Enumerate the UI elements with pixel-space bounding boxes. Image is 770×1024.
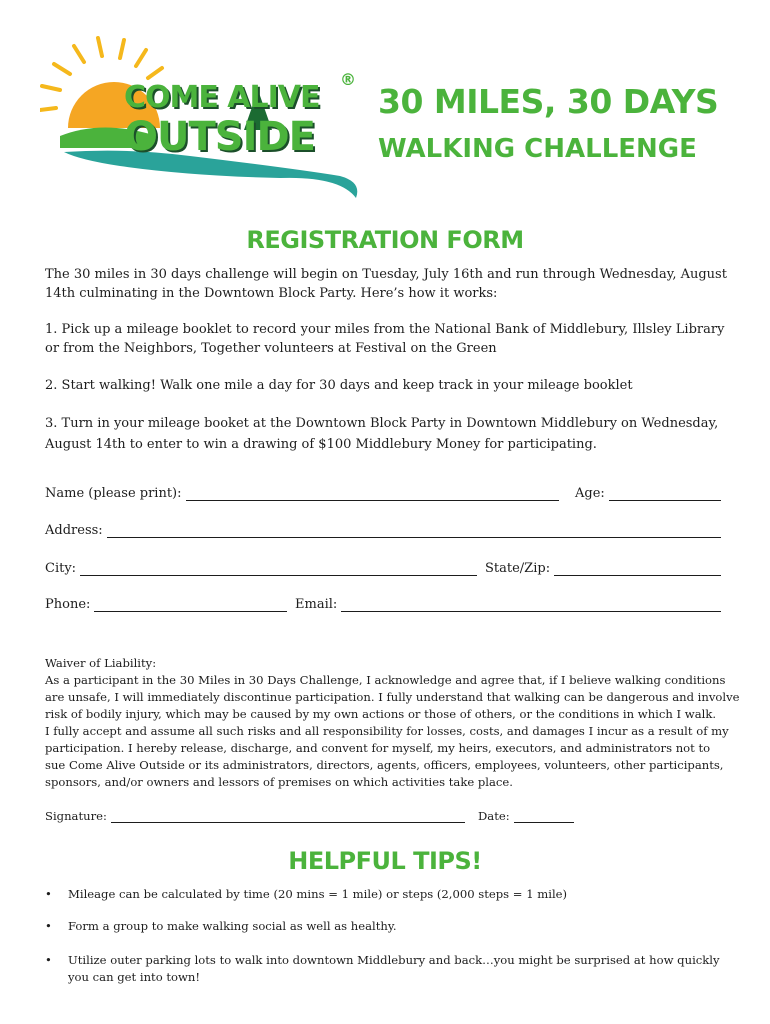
step-2: 2. Start walking! Walk one mile a day for 30 days and keep track in your mileage booklet [45, 378, 633, 393]
age-line[interactable] [609, 486, 721, 501]
name-label: Name (please print): [45, 486, 182, 501]
signature-line[interactable] [111, 808, 465, 823]
waiver-line: are unsafe, I will immediately discontinue participation. I fully understand that walking can be dangerous and involve [45, 690, 740, 704]
signature-field[interactable] [45, 808, 465, 823]
phone-field[interactable] [45, 597, 287, 612]
registration-form-heading: REGISTRATION FORM [246, 226, 524, 254]
state-zip-label: State/Zip: [485, 561, 551, 576]
name-line[interactable] [186, 486, 559, 501]
waiver-line: sponsors, and/or owners and lessors of premises on which activities take place. [45, 775, 513, 789]
tip-text: Mileage can be calculated by time (20 mins = 1 mile) or steps (2,000 steps = 1 mile) [68, 887, 568, 901]
address-line[interactable] [107, 523, 721, 538]
email-line[interactable] [341, 597, 721, 612]
address-label: Address: [45, 523, 103, 538]
address-row [45, 523, 721, 543]
age-label: Age: [575, 486, 605, 501]
state-zip-field[interactable] [485, 561, 721, 576]
city-line[interactable] [80, 561, 477, 576]
waiver-of-liability [45, 655, 740, 791]
intro-paragraph: The 30 miles in 30 days challenge will begin on Tuesday, July 16th and run through Wednesday, August 14th culminating in the Downtown Block Party. Here’s how it works: [45, 267, 727, 301]
bullet-icon: • [45, 887, 52, 901]
come-alive-outside-logo [40, 36, 370, 206]
email-field[interactable] [295, 597, 721, 612]
waiver-line: As a participant in the 30 Miles in 30 Days Challenge, I acknowledge and agree that, if I believe walking conditions [45, 673, 726, 687]
address-field[interactable] [45, 523, 721, 538]
waiver-line: I fully accept and assume all such risks and all responsibility for losses, costs, and damages I incur as a result of my [45, 724, 729, 738]
waiver-heading: Waiver of Liability: [45, 656, 157, 670]
phone-email-row [45, 597, 721, 617]
logo-text-come-alive: COME ALIVE [124, 80, 320, 115]
registered-mark: ® [340, 70, 356, 89]
tip-text: Utilize outer parking lots to walk into downtown Middlebury and back…you might be surprised at how quickly you can get into town! [68, 953, 720, 984]
waiver-line: risk of bodily injury, which may be caused by my own actions or those of others, or the conditions in which I walk. [45, 707, 717, 721]
waiver-line: participation. I hereby release, discharge, and convent for myself, my heirs, executors, and administrators not to [45, 741, 711, 755]
age-field[interactable] [575, 486, 721, 501]
state-zip-line[interactable] [554, 561, 721, 576]
city-state-row [45, 561, 721, 581]
helpful-tips-heading: HELPFUL TIPS! [288, 847, 482, 875]
phone-label: Phone: [45, 597, 91, 612]
city-field[interactable] [45, 561, 477, 576]
challenge-title: 30 MILES, 30 DAYS [378, 82, 719, 121]
logo-text-outside: OUTSIDE [124, 114, 315, 160]
bullet-icon: • [45, 953, 52, 967]
waiver-line: sue Come Alive Outside or its administrators, directors, agents, officers, employees, volunteers, other participants, [45, 758, 724, 772]
tip-text: Form a group to make walking social as well as healthy. [68, 919, 397, 933]
email-label: Email: [295, 597, 338, 612]
date-label: Date: [478, 809, 510, 823]
date-field[interactable] [478, 808, 574, 823]
signature-label: Signature: [45, 809, 107, 823]
signature-date-row [45, 808, 721, 828]
bullet-icon: • [45, 919, 52, 933]
name-field[interactable] [45, 486, 559, 501]
step-1: 1. Pick up a mileage booklet to record your miles from the National Bank of Middlebury, Illsley Library or from the Neighbors, Together volunteers at Festival on the Green [45, 322, 725, 356]
phone-line[interactable] [94, 597, 287, 612]
challenge-subtitle: WALKING CHALLENGE [378, 134, 697, 164]
city-label: City: [45, 561, 77, 576]
date-line[interactable] [514, 808, 574, 823]
step-3: 3. Turn in your mileage booket at the Downtown Block Party in Downtown Middlebury on Wednesday, August 14th to enter to win a drawing of $100 Middlebury Money for participating. [45, 416, 719, 452]
name-age-row [45, 486, 721, 506]
